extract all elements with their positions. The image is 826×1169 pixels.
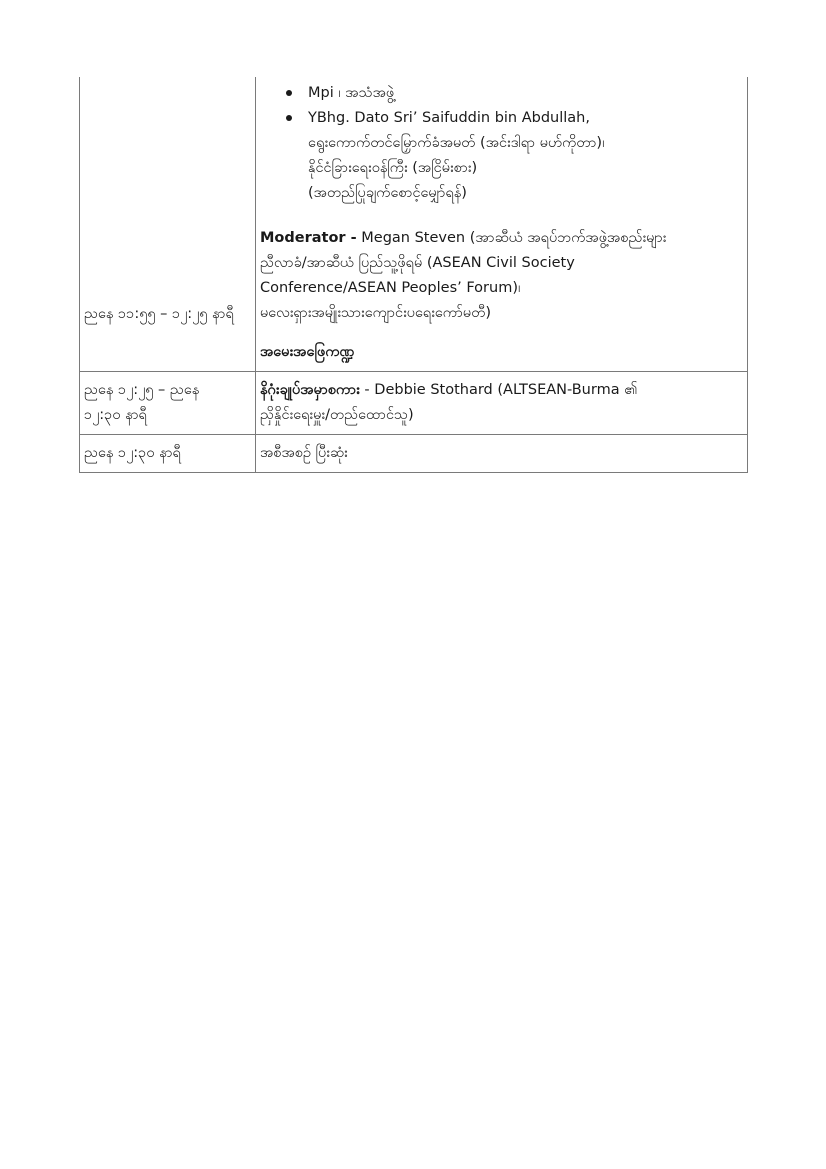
- moderator-text: ညီလာခံ/အာဆီယံ ပြည်သူ့ဖိုရမ် (ASEAN Civil Society: [260, 255, 575, 271]
- qa-heading: အမေးအဖြေကဏ္ဍ: [260, 344, 355, 360]
- session-cell: [256, 372, 748, 435]
- bullet-icon: [286, 115, 292, 121]
- table-row: [80, 77, 748, 372]
- list-item: [308, 106, 743, 206]
- closing-label: နိဂုံးချုပ်အမှာစကား: [260, 382, 360, 398]
- speaker-line: Mpi ၊ အသံအဖွဲ့: [308, 85, 395, 101]
- time-cell: [80, 372, 256, 435]
- agenda-table: [79, 77, 748, 473]
- closing-text: - Debbie Stothard (ALTSEAN-Burma ၏: [359, 382, 638, 398]
- session-cell: [256, 435, 748, 473]
- speaker-line: (အတည်ပြုချက်စောင့်မျှော်ရန်): [308, 185, 467, 201]
- time-label: ညနေ ၁၂:၃၀ နာရီ: [84, 445, 181, 461]
- time-cell: [80, 435, 256, 473]
- time-cell: [80, 77, 256, 372]
- closing-text: ညှိနှိုင်းရေးမှူး/တည်ထောင်သူ): [260, 407, 414, 423]
- table-row: [80, 435, 748, 473]
- moderator-text: Conference/ASEAN Peoples’ Forum)၊: [260, 280, 521, 296]
- time-label: ညနေ ၁၂:၂၅ – ညနေ ၁၂:၃၀ နာရီ: [84, 382, 200, 423]
- time-label: ညနေ ၁၁:၅၅ – ၁၂:၂၅ နာရီ: [84, 306, 234, 322]
- speaker-list: [260, 81, 743, 206]
- bullet-icon: [286, 90, 292, 96]
- session-cell: [256, 77, 748, 372]
- moderator-text: မလေးရှားအမျိုးသားကျောင်းပရေးကော်မတီ): [260, 305, 491, 321]
- end-text: အစီအစဉ် ပြီးဆုံး: [260, 445, 348, 461]
- list-item: [308, 81, 743, 106]
- moderator-text: Megan Steven (အာဆီယံ အရပ်ဘက်အဖွဲ့အစည်းများ: [356, 230, 667, 246]
- table-row: [80, 372, 748, 435]
- speaker-line: ရွေးကောက်တင်မြှောက်ခံအမတ် (အင်းဒါရာ မဟ်ကိုတာ)၊: [308, 135, 605, 151]
- moderator-block: [260, 226, 743, 326]
- moderator-label: Moderator -: [260, 230, 357, 246]
- speaker-line: နိုင်ငံခြားရေးဝန်ကြီး (အငြိမ်းစား): [308, 160, 478, 176]
- speaker-line: YBhg. Dato Sri’ Saifuddin bin Abdullah,: [308, 110, 590, 126]
